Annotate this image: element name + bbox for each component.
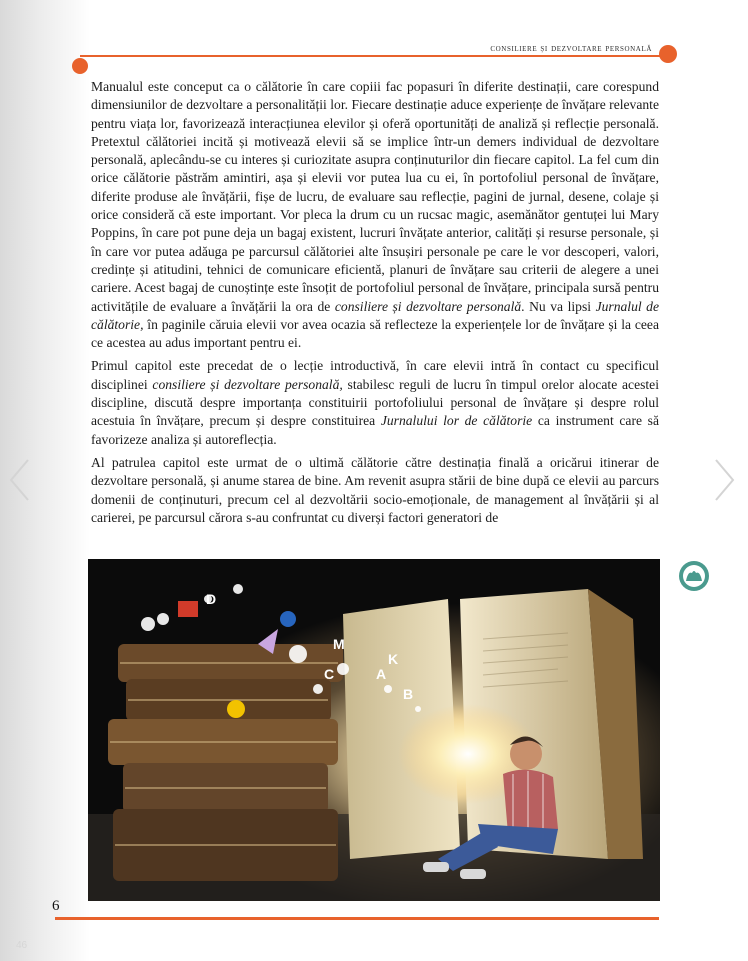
header-dot-left: [72, 58, 88, 74]
svg-text:B: B: [403, 686, 414, 702]
svg-text:K: K: [388, 651, 399, 667]
paragraph-text: stabilesc reguli de lucru în timpul orelor alocate acestei discipline, discută despre importanța constituirii portofoliului personal de învățare și despre rolul acestuia în învățare, precum și despre constituirea: [91, 376, 659, 429]
illustration-magic-book: [88, 559, 660, 901]
svg-text:A: A: [376, 666, 387, 682]
svg-text:M: M: [333, 636, 345, 652]
italic-term: consiliere și dezvoltare personală,: [152, 376, 343, 392]
page-number: 6: [52, 898, 60, 914]
body-text: [91, 78, 659, 532]
italic-term: consiliere și dezvoltare personală: [334, 298, 522, 314]
running-header-title: consiliere și dezvoltare personală: [490, 43, 652, 54]
paragraph-3: [91, 454, 659, 527]
paragraph-text: . Nu va lipsi: [521, 298, 596, 314]
paragraph-2: [91, 357, 659, 448]
paragraph-1: [91, 78, 659, 352]
paragraph-text: Al patrulea capitol este urmat de o ultimă călătorie către destinația finală a oricărui itinerar de dezvoltare personală, și anume starea de bine. Am revenit asupra stării de bine după ce elevii au parcurs domenii de conținuturi, precum cel al dezvoltării socio-emoționale, de management al învățării și al carierei, pe parcursul cărora s-au confruntat cu diverși factori generatori de: [91, 454, 659, 525]
svg-text:C: C: [324, 666, 335, 682]
publisher-logo-icon[interactable]: [678, 560, 710, 592]
footer-rule: [55, 917, 659, 920]
chevron-left-icon[interactable]: [8, 458, 30, 502]
paragraph-text: ca instrument care să favorizeze analiza și autoreflecția.: [91, 413, 659, 447]
header-rule: [80, 55, 670, 57]
italic-term: Jurnalului lor de călătorie: [380, 413, 533, 429]
italic-term: Jurnalul de călătorie,: [91, 298, 660, 332]
paragraph-text: Primul capitol este precedat de o lecție introductivă, în care elevii intră în contact cu specificul disciplinei: [91, 358, 659, 392]
chevron-right-icon[interactable]: [714, 458, 736, 502]
header-dot-right: [659, 45, 677, 63]
paragraph-text: Manualul este conceput ca o călătorie în care copiii fac popasuri în diferite destinații, care corespund dimensiunilor de dezvoltare a personalității lor. Fiecare destinație aduce experiențe de învățare relevante pentru viața lor, favorizează interacțiunea elevilor și oferă oportunități de analiză și reflecție personală. Pretextul călătoriei incită și motivează elevii să se implice într-un demers individual de dezvoltare personală, aplecându-se cu interes și curiozitate asupra conținuturilor din fiecare capitol. La fel cum din orice călătorie păstrăm amintiri, așa și elevii vor putea lua cu ei, în portofoliul personal de învățare, diferite produse ale învățării, fișe de lucru, de evaluare sau reflecție, pagini de jurnal, desene, colaje și orice consideră că este important. Vor pleca la drum cu un rucsac magic, asemănător gentuței lui Mary Poppins, în care pot pune deja un bagaj existent, lucruri învățate anterior, calități și resurse personale, și în care vor putea adăuga pe parcursul călătoriei alte însușiri personale pe care le vor descoperi, valori, credințe și atitudini, tehnici de comunicare eficientă, planuri de învățare sau criterii de alegere a unei cariere. Acest bagaj de cunoștințe este însoțit de portofoliul personal de învățare, principala sursă pentru activitățile de evaluare a învățării la ora de: [91, 79, 659, 314]
viewer-page-counter: 46: [16, 940, 28, 951]
svg-text:D: D: [206, 591, 217, 607]
paragraph-text: în paginile căruia elevii vor avea ocazia să reflecteze la experiențele lor de învățare și la ceea ce acestea au adus important pentru ei.: [91, 316, 659, 351]
